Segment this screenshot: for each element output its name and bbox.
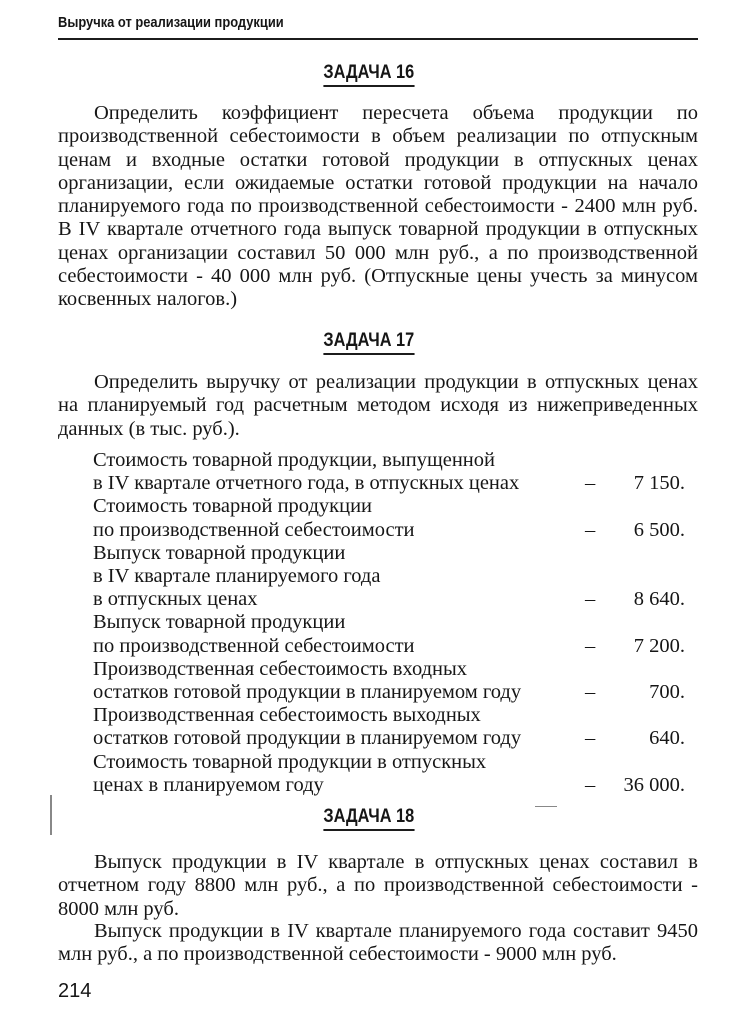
data-row-value: 700. bbox=[649, 681, 685, 703]
scan-artifact bbox=[535, 806, 557, 807]
data-row-label: Стоимость товарной продукции bbox=[93, 495, 373, 518]
data-row bbox=[93, 727, 693, 750]
data-row bbox=[93, 635, 693, 658]
data-row-label: Выпуск товарной продукции bbox=[93, 611, 346, 634]
data-row-label: ценах в планируемом году bbox=[93, 773, 324, 796]
data-row bbox=[93, 495, 693, 518]
scan-artifact bbox=[50, 795, 52, 835]
task18-para2: Выпуск продукции в IV квартале планируемого года составит 9450 млн руб., а по производственной себестоимости - 9000 млн руб. bbox=[58, 920, 698, 966]
data-row bbox=[93, 774, 693, 797]
data-row-value: 8 640. bbox=[633, 588, 685, 611]
data-row bbox=[93, 751, 693, 774]
data-row bbox=[93, 449, 693, 472]
data-row bbox=[93, 472, 693, 495]
data-row-label: Стоимость товарной продукции в отпускных bbox=[93, 750, 487, 773]
task16-text: Определить коэффициент пересчета объема продукции по производственной себестоимости в объем реализации по отпускным ценам и входные остатки готовой продукции в отпускных ценах организации, если ожидаемые остатки готовой продукции на начало планируемого года по производственной себестоимости - 2400 млн руб. В IV квартале отчетного года выпуск товарной продукции в отпускных ценах организации составил 50 000 млн руб., а по производственной себестоимости - 40 000 млн руб. (Отпускные цены учесть за минусом косвенных налогов.) bbox=[58, 102, 698, 311]
data-row-value: 7 200. bbox=[633, 634, 685, 657]
data-row bbox=[93, 681, 693, 704]
data-row bbox=[93, 565, 693, 588]
data-row bbox=[93, 611, 693, 634]
data-row bbox=[93, 542, 693, 565]
data-row-label: в IV квартале отчетного года, в отпускных ценах bbox=[93, 472, 520, 495]
data-row-label: остатков готовой продукции в планируемом году bbox=[93, 681, 522, 703]
data-row-label: Производственная себестоимость входных bbox=[93, 657, 468, 680]
data-row-label: по производственной себестоимости bbox=[93, 518, 415, 541]
data-row-label: Производственная себестоимость выходных bbox=[93, 704, 481, 727]
data-row-value: 7 150. bbox=[633, 472, 685, 495]
data-row-label: по производственной себестоимости bbox=[93, 634, 415, 657]
data-row-value: 36 000. bbox=[623, 773, 685, 796]
data-row bbox=[93, 519, 693, 542]
data-row-label: Выпуск товарной продукции bbox=[93, 541, 346, 564]
task17-text: Определить выручку от реализации продукции в отпускных ценах на планируемый год расчетным методом исходя из нижеприведенных данных (в тыс. руб.). bbox=[58, 371, 698, 440]
task16-title: ЗАДАЧА 16 bbox=[0, 62, 738, 87]
data-row-label: остатков готовой продукции в планируемом году bbox=[93, 727, 522, 750]
data-row-label: в отпускных ценах bbox=[93, 588, 258, 611]
data-row-dash: – bbox=[585, 588, 596, 611]
page-number: 214 bbox=[58, 980, 92, 1002]
header-rule bbox=[58, 38, 698, 40]
data-row-label: в IV квартале планируемого года bbox=[93, 565, 381, 587]
data-row bbox=[93, 658, 693, 681]
data-row-dash: – bbox=[585, 472, 596, 495]
data-row-dash: – bbox=[585, 681, 596, 703]
task18-title: ЗАДАЧА 18 bbox=[0, 806, 738, 831]
data-row-dash: – bbox=[585, 727, 596, 750]
data-row-value: 640. bbox=[649, 727, 685, 750]
task18-para1: Выпуск продукции в IV квартале в отпускных ценах составил в отчетном году 8800 млн руб., а по производственной себестоимости - 8000 млн руб. bbox=[58, 851, 698, 920]
task17-title: ЗАДАЧА 17 bbox=[0, 330, 738, 355]
data-row-dash: – bbox=[585, 518, 596, 541]
running-header: Выручка от реализации продукции bbox=[58, 14, 284, 31]
data-row bbox=[93, 588, 693, 611]
data-row bbox=[93, 704, 693, 727]
data-row-dash: – bbox=[585, 773, 596, 796]
data-row-label: Стоимость товарной продукции, выпущенной bbox=[93, 449, 495, 471]
data-row-dash: – bbox=[585, 634, 596, 657]
data-row-value: 6 500. bbox=[633, 518, 685, 541]
